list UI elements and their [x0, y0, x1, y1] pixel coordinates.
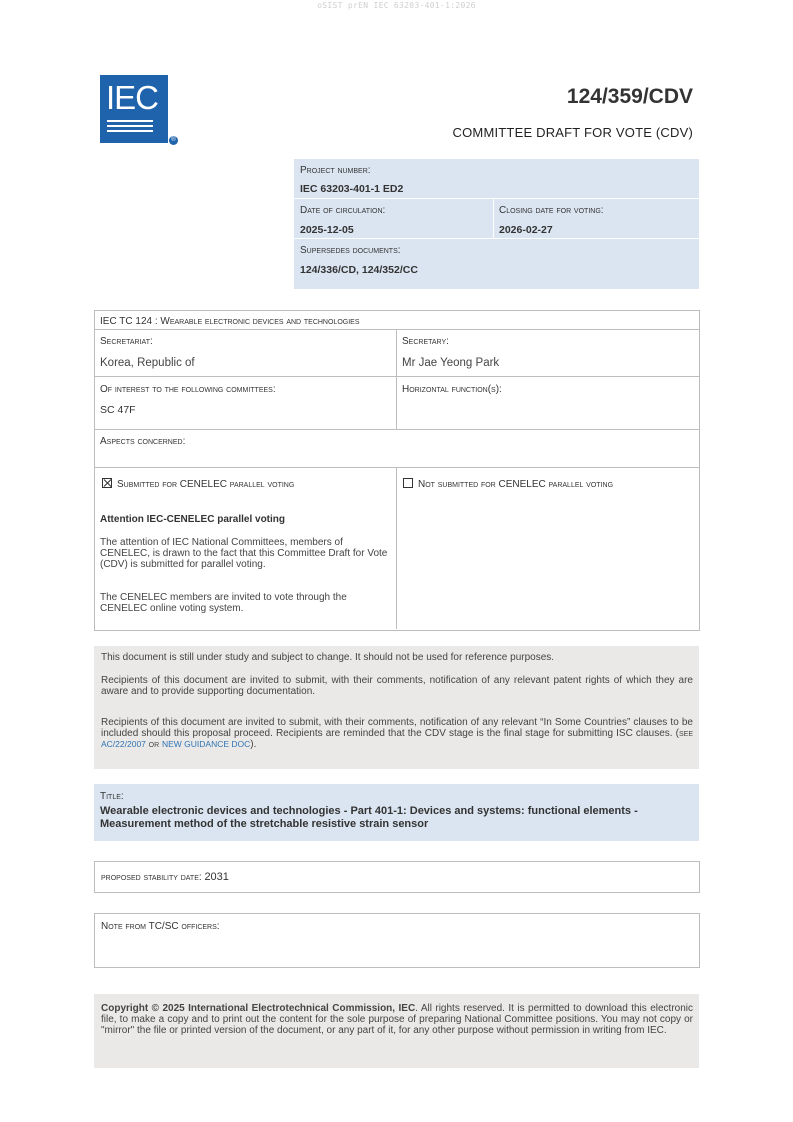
notice-isc: Recipients of this document are invited to submit, with their comments, notification of any relevant “In Some Countries” clauses to be included should this proposal proceed. Recipients are reminded that the CDV stage is the final stage for submitting ISC clauses. (see AC/22/2007 or NEW GUIDANCE DOC).: [101, 717, 693, 750]
note-label: Note from TC/SC officers:: [101, 921, 220, 932]
project-number: IEC 63203-401-1 ED2: [300, 183, 404, 195]
logo-lines: [107, 120, 153, 135]
copyright-text: Copyright © 2025 International Electrotechnical Commission, IEC. All rights reserved. It is permitted to download this electronic file, to make a copy and to print out the content for the sole purpose of preparing National Committee positions. You may not copy or "mirror" the file or printed version of the document, or any part of it, for any other purpose without permission in writing from IEC.: [101, 1003, 693, 1036]
circulation-date-label: Date of circulation:: [300, 205, 386, 216]
watermark: oSIST prEN IEC 63203-401-1:2026: [317, 1, 476, 10]
aspects-label: Aspects concerned:: [100, 436, 186, 447]
project-info-panel: [294, 159, 699, 289]
attention-heading: Attention IEC-CENELEC parallel voting: [100, 514, 286, 525]
supersedes-label: Supersedes documents:: [300, 245, 401, 256]
notice-study: This document is still under study and subject to change. It should not be used for reference purposes.: [101, 652, 555, 663]
project-number-label: Project number:: [300, 165, 371, 176]
cenelec-members-text: The CENELEC members are invited to vote through the CENELEC online voting system.: [100, 592, 347, 614]
ac-22-2007-link[interactable]: AC/22/2007: [101, 739, 146, 749]
checked-box-icon[interactable]: [102, 478, 112, 488]
notice-panel: [94, 646, 699, 769]
horizontal-function-label: Horizontal function(s):: [402, 384, 502, 395]
document-title: Wearable electronic devices and technologies - Part 401-1: Devices and systems: functional elements - Measurement method of the stretchable resistive strain sensor: [100, 805, 638, 830]
notice-patent: Recipients of this document are invited to submit, with their comments, notification of any relevant patent rights of which they are aware and to provide supporting documentation.: [101, 675, 693, 697]
stability-date-box: [94, 861, 700, 893]
secretariat-value: Korea, Republic of: [100, 357, 195, 369]
title-label: Title:: [100, 791, 124, 802]
document-type: COMMITTEE DRAFT FOR VOTE (CDV): [452, 125, 693, 140]
interest-value: SC 47F: [100, 404, 136, 416]
closing-date-label: Closing date for voting:: [499, 205, 604, 216]
copyright-panel: [94, 994, 699, 1068]
not-submitted-cenelec-option[interactable]: Not submitted for CENELEC parallel voting: [403, 478, 613, 490]
registered-mark-icon: ®: [169, 136, 178, 145]
supersedes-documents: 124/336/CD, 124/352/CC: [300, 264, 418, 276]
iec-logo: [100, 75, 168, 143]
unchecked-box-icon[interactable]: [403, 478, 413, 488]
title-panel: [94, 784, 699, 841]
note-box: [94, 913, 700, 968]
secretary-label: Secretary:: [402, 336, 449, 347]
new-guidance-doc-link[interactable]: NEW GUIDANCE DOC: [161, 739, 251, 749]
secretariat-label: Secretariat:: [100, 336, 153, 347]
tc-title: IEC TC 124 : Wearable electronic devices and technologies: [100, 316, 360, 327]
submitted-cenelec-option[interactable]: Submitted for CENELEC parallel voting: [102, 478, 294, 490]
secretary-value: Mr Jae Yeong Park: [402, 357, 500, 369]
stability-date: proposed stability date: 2031: [101, 871, 229, 883]
closing-date: 2026-02-27: [499, 224, 553, 236]
circulation-date: 2025-12-05: [300, 224, 354, 236]
document-reference: 124/359/CDV: [566, 85, 693, 108]
interest-label: Of interest to the following committees:: [100, 384, 276, 395]
attention-text: The attention of IEC National Committees, members of CENELEC, is drawn to the fact that this Committee Draft for Vote (CDV) is submitted for parallel voting.: [100, 537, 388, 570]
logo-text: IEC: [106, 79, 159, 116]
